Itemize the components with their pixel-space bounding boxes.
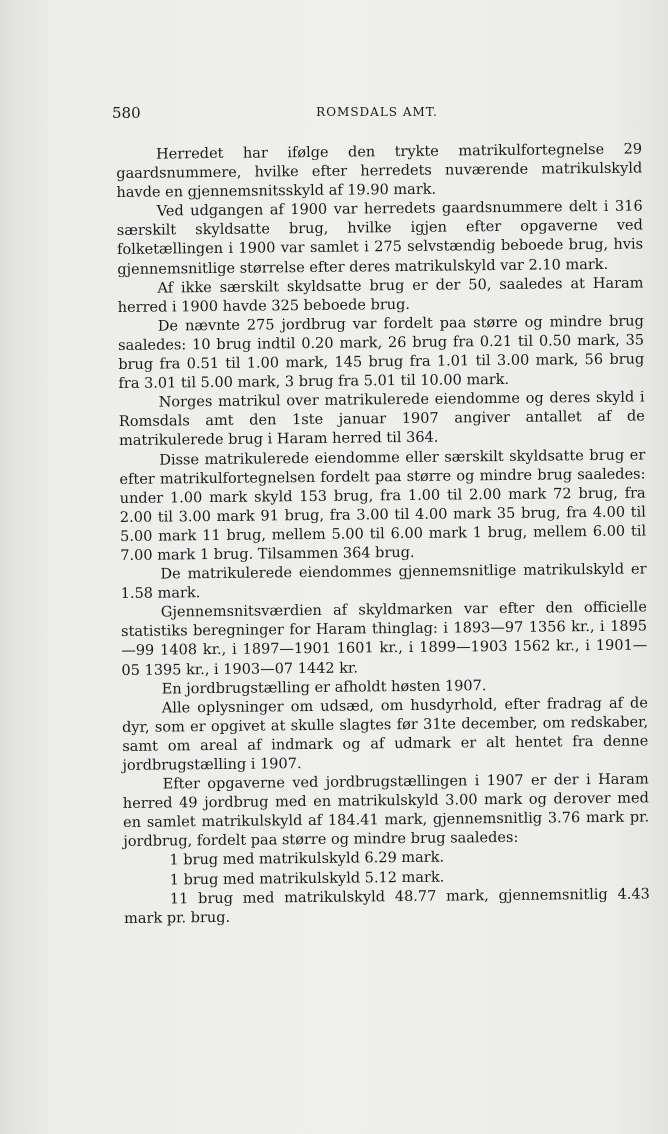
running-title: ROMSDALS AMT. [316,105,438,119]
paragraph: Disse matrikulerede eiendomme eller særskilt skyldsatte brug er efter matrikulfortegnelsen fordelt paa større og mindre brug saaledes: under 1.00 mark skyld 153 brug, fra 1.00 til 2.00 mark 72 brug, fra 2.00 til 3.00 mark 91 brug, fra 3.00 til 4.00 mark 35 brug, fra 4.00 til 5.00 mark 11 brug, mellem 5.00 til 6.00 mark 1 brug, mellem 6.00 til 7.00 mark 1 brug. Tilsammen 364 brug. [119,446,647,564]
list-item: 1 brug med matrikulskyld 6.29 mark. [169,850,445,869]
paragraph: Af ikke særskilt skyldsatte brug er der 50, saaledes at Haram herred i 1900 havde 325 beboede brug. [117,275,644,316]
paragraph: De matrikulerede eiendommes gjennemsnitlige matrikulskyld er 1.58 mark. [120,561,647,603]
paragraph: Efter opgaverne ved jordbrugstællingen i 1907 er der i Haram herred 49 jordbrug med en matrikulskyld 3.00 mark og derover med en samlet matrikulskyld af 184.41 mark, gjennemsnitlig 3.76 mark pr. jordbrug, fordelt paa større og mindre brug saaledes: [122,771,650,851]
page-number: 580 [112,104,141,122]
list-item: 11 brug med matrikulskyld 48.77 mark, gjennemsnitlig 4.43 mark pr. brug. [124,886,650,927]
paragraph: Herredet har ifølge den trykte matrikulfortegnelse 29 gaardsnummere, hvilke efter herredets nuværende matrikulskyld havde en gjennemsnitsskyld af 19.90 mark. [116,141,643,202]
paragraph: Alle oplysninger om udsæd, om husdyrhold, efter fradrag af de dyr, som er opgivet at skulle slagtes før 31te december, om redskaber, samt om areal af indmark og af udmark er alt hentet fra denne jordbrugstælling i 1907. [122,695,649,774]
paragraph: Gjennemsnitsværdien af skyldmarken var efter den officielle statistiks beregninger for Haram thinglag: i 1893—97 1356 kr., i 1895—99 1408 kr., i 1897—1901 1601 kr., i 1899—1903 1562 kr., i 1901—05 1395 kr., i 1903—07 1442 kr. [121,599,648,679]
paragraph: Ved udgangen af 1900 var herredets gaardsnummere delt i 316 særskilt skyldsatte brug, hvilke igjen efter opgaverne ved folketællingen i 1900 var samlet i 275 selvstændig beboede brug, hvis gjennemsnitlige størrelse efter deres matrikulskyld var 2.10 mark. [116,198,644,278]
paragraph: Norges matrikul over matrikulerede eiendomme og deres skyld i Romsdals amt den 1ste januar 1907 angiver antallet af de matrikulerede brug i Haram herred til 364. [118,389,645,450]
paragraph: De nævnte 275 jordbrug var fordelt paa større og mindre brug saaledes: 10 brug indtil 0.20 mark, 26 brug fra 0.21 til 0.50 mark, 35 brug fra 0.51 til 1.00 mark, 145 brug fra 1.01 til 3.00 mark, 56 brug fra 3.01 til 5.00 mark, 3 brug fra 5.01 til 10.00 mark. [118,313,645,393]
body-text [116,140,650,928]
page-header [112,104,642,128]
list-item: 1 brug med matrikulskyld 5.12 mark. [169,869,445,889]
paragraph: En jordbrugstælling er afholdt høsten 1907. [161,677,487,698]
